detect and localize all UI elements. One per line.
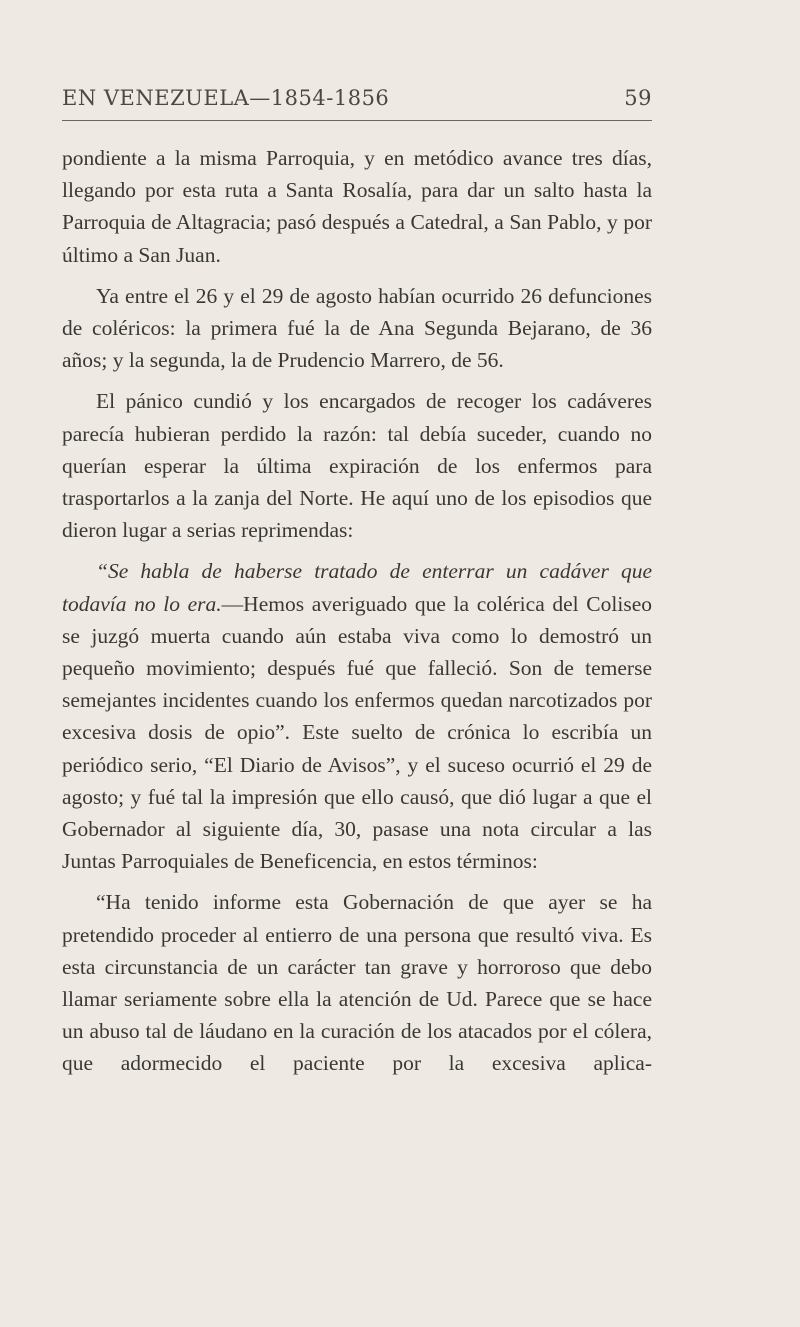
quoted-headline: “Se habla de haberse tratado de enterrar un cadáver que todavía no lo era. [62, 559, 652, 616]
page-number: 59 [624, 86, 652, 110]
paragraph-1: pondiente a la misma Parroquia, y en metódico avance tres días, llegando por esta ruta a Santa Rosalía, para dar un salto hasta la Parroquia de Altagracia; pasó después a Catedral, a San Pablo, y por último a San Juan. [62, 146, 652, 267]
paragraph-5: “Ha tenido informe esta Gobernación de que ayer se ha pretendido proceder al entierro de una persona que resultó viva. Es esta circunstancia de un carácter tan grave y horroroso que debo llamar seriamente sobre ella la atención de Ud. Parece que se hace un abuso tal de láudano en la curación de los atacados por el cólera, que adormecido el paciente por la excesiva aplica- [62, 890, 652, 1076]
page-body [62, 142, 652, 1080]
running-title: EN VENEZUELA—1854-1856 [62, 86, 390, 110]
paragraph-4 [62, 555, 652, 877]
header-rule [62, 120, 652, 121]
paragraph-2: Ya entre el 26 y el 29 de agosto habían ocurrido 26 defunciones de coléricos: la primera fué la de Ana Segunda Bejarano, de 36 años; y la segunda, la de Prudencio Marrero, de 56. [62, 283, 652, 373]
paragraph-4-text: —Hemos averiguado que la colérica del Coliseo se juzgó muerta cuando aún estaba viva como lo demostró un pequeño movimiento; después fué que falleció. Son de temerse semejantes incidentes cuando los enfermos quedan narcotizados por excesiva dosis de opio”. Este suelto de crónica lo escribía un periódico serio, “El Diario de Avisos”, y el suceso ocurrió el 29 de agosto; y fué tal la impresión que ello causó, que dió lugar a que el Gobernador al siguiente día, 30, pasase una nota circular a las Juntas Parroquiales de Beneficencia, en estos términos: [62, 591, 652, 874]
page-header [62, 86, 652, 110]
paragraph-3: El pánico cundió y los encargados de recoger los cadáveres parecía hubieran perdido la razón: tal debía suceder, cuando no querían esperar la última expiración de los enfermos para trasportarlos a la zanja del Norte. He aquí uno de los episodios que dieron lugar a serias reprimendas: [62, 389, 652, 543]
